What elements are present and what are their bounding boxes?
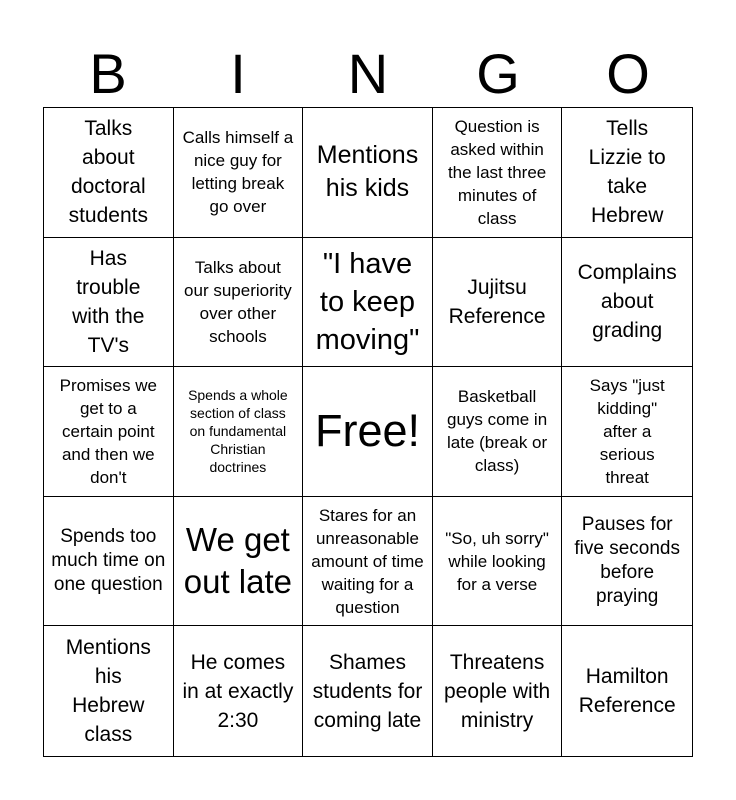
- bingo-cell-r1c1[interactable]: [44, 108, 174, 238]
- cell-text: Promises we get to a certain point and then we don't: [59, 375, 157, 487]
- header-letter-n: N: [347, 42, 389, 105]
- cell-text: Stares for an unreasonable amount of time waiting for a question: [311, 505, 424, 617]
- cell-text: Talks about doctoral students: [68, 117, 148, 228]
- cell-text: Spends a whole section of class on fundamental Christian doctrines: [188, 387, 288, 476]
- bingo-cell-r4c2[interactable]: [174, 497, 304, 627]
- header-letter-b: B: [89, 42, 127, 105]
- bingo-cell-r1c2[interactable]: [174, 108, 304, 238]
- bingo-cell-r2c5[interactable]: [562, 238, 692, 368]
- cell-text: Complains about grading: [577, 261, 677, 343]
- bingo-cell-r2c2[interactable]: [174, 238, 304, 368]
- cell-text: Free!: [314, 405, 420, 457]
- cell-text: Spends too much time on one question: [51, 526, 166, 596]
- bingo-cell-r3c1[interactable]: [44, 367, 174, 497]
- bingo-cell-r1c4[interactable]: [433, 108, 563, 238]
- bingo-cell-r1c5[interactable]: [562, 108, 692, 238]
- bingo-cell-r5c2[interactable]: [174, 626, 304, 756]
- cell-text: Has trouble with the TV's: [72, 246, 145, 357]
- bingo-cell-r5c5[interactable]: [562, 626, 692, 756]
- bingo-cell-r3c5[interactable]: [562, 367, 692, 497]
- cell-text: Hamilton Reference: [578, 665, 676, 718]
- cell-text: Pauses for five seconds before praying: [574, 514, 680, 608]
- header-letter-g: G: [476, 42, 520, 105]
- cell-text: Threatens people with ministry: [443, 650, 551, 732]
- cell-text: Talks about our superiority over other schools: [184, 257, 292, 346]
- bingo-cell-r5c3[interactable]: [303, 626, 433, 756]
- cell-text: Tells Lizzie to take Hebrew: [588, 117, 666, 228]
- header-letter-i: I: [230, 42, 246, 105]
- bingo-cell-r4c4[interactable]: [433, 497, 563, 627]
- cell-text: He comes in at exactly 2:30: [182, 650, 294, 732]
- bingo-header: [43, 40, 693, 108]
- bingo-cell-r1c3[interactable]: [303, 108, 433, 238]
- bingo-cell-r4c3[interactable]: [303, 497, 433, 627]
- cell-text: Shames students for coming late: [312, 650, 423, 732]
- bingo-cell-r5c4[interactable]: [433, 626, 563, 756]
- cell-text: Mentions his Hebrew class: [65, 636, 151, 747]
- bingo-cell-r3c3-free[interactable]: [303, 367, 433, 497]
- bingo-cell-r4c5[interactable]: [562, 497, 692, 627]
- cell-text: Question is asked within the last three minutes of class: [447, 116, 547, 228]
- bingo-cell-r5c1[interactable]: [44, 626, 174, 756]
- cell-text: "I have to keep moving": [315, 247, 420, 356]
- bingo-cell-r4c1[interactable]: [44, 497, 174, 627]
- bingo-grid: [43, 107, 693, 757]
- bingo-cell-r2c4[interactable]: [433, 238, 563, 368]
- cell-text: Says "just kidding" after a serious threat: [589, 375, 665, 487]
- cell-text: Calls himself a nice guy for letting break go over: [182, 128, 294, 217]
- cell-text: We get out late: [183, 521, 293, 601]
- bingo-cell-r2c1[interactable]: [44, 238, 174, 368]
- cell-text: Basketball guys come in late (break or class): [447, 387, 548, 476]
- bingo-cell-r3c2[interactable]: [174, 367, 304, 497]
- cell-text: "So, uh sorry" while looking for a verse: [445, 528, 549, 594]
- header-letter-o: O: [606, 42, 650, 105]
- bingo-cell-r2c3[interactable]: [303, 238, 433, 368]
- cell-text: Jujitsu Reference: [448, 275, 546, 328]
- bingo-cell-r3c4[interactable]: [433, 367, 563, 497]
- cell-text: Mentions his kids: [316, 141, 419, 203]
